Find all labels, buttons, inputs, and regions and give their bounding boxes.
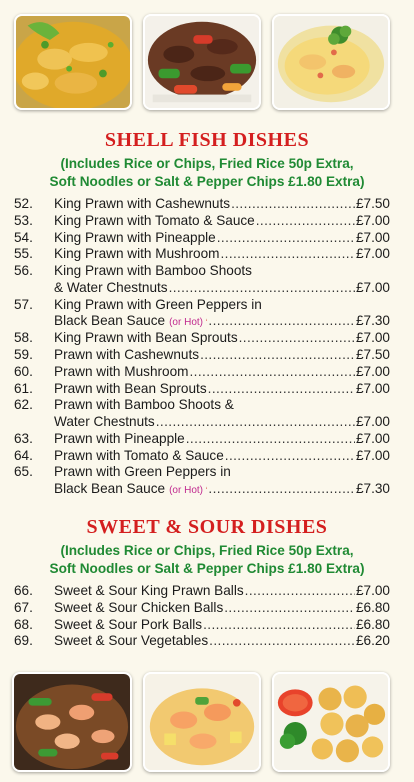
item-number: 59. (14, 346, 33, 362)
dot-leader (224, 600, 355, 617)
menu-item (14, 448, 390, 465)
dish-photo-sweet-sour-balls (272, 672, 390, 772)
item-name-line: King Prawn with Mushroom (54, 246, 220, 262)
item-price: £7.00 (355, 380, 390, 396)
item-price: £6.80 (355, 599, 390, 615)
menu-item (14, 600, 390, 617)
item-name-line: Sweet & Sour Pork Balls (54, 616, 203, 632)
dish-photo-prawn-stirfry (12, 672, 132, 772)
dot-leader (231, 196, 355, 213)
item-price: £7.00 (355, 447, 390, 463)
menu-item (14, 583, 390, 600)
bottom-photo-strip (0, 672, 414, 772)
item-price: £7.00 (355, 229, 390, 245)
item-name-line: King Prawn with Tomato & Sauce (54, 212, 255, 228)
dot-leader (186, 431, 355, 448)
item-number: 53. (14, 212, 33, 228)
item-name (54, 263, 390, 297)
item-name (54, 330, 390, 347)
menu-item (14, 196, 390, 213)
chili-icon (206, 483, 207, 493)
item-name-line: Black Bean Sauce (54, 313, 166, 329)
menu-item (14, 230, 390, 247)
item-price: £7.00 (355, 246, 390, 262)
item-price: £7.30 (355, 481, 390, 497)
dot-leader (169, 280, 355, 297)
item-price: £7.00 (355, 212, 390, 228)
item-name-line: King Prawn with Cashewnuts (54, 196, 231, 211)
item-price: £7.00 (355, 363, 390, 379)
item-name (54, 633, 390, 650)
menu-item (14, 364, 390, 381)
item-name (54, 583, 390, 600)
item-price: £6.80 (355, 616, 390, 632)
item-name (54, 230, 390, 247)
item-number: 57. (14, 296, 33, 312)
dot-leader (203, 617, 355, 634)
item-name (54, 381, 390, 398)
subtitle-line: Soft Noodles or Salt & Pepper Chips £1.80 Extra) (49, 561, 365, 576)
item-name-line: Sweet & Sour Vegetables (54, 633, 209, 649)
menu-item (14, 246, 390, 263)
item-number: 52. (14, 196, 33, 211)
item-name (54, 397, 390, 431)
item-name (54, 448, 390, 465)
item-number: 61. (14, 380, 33, 396)
item-name-line: Sweet & Sour King Prawn Balls (54, 583, 244, 598)
dot-leader (208, 313, 355, 330)
item-price: £7.00 (355, 279, 390, 295)
item-name (54, 213, 390, 230)
item-price: £7.00 (355, 330, 390, 346)
item-name (54, 246, 390, 263)
item-price: £6.20 (355, 633, 390, 649)
top-photo-strip (0, 14, 414, 110)
menu-item (14, 381, 390, 398)
item-number: 62. (14, 397, 33, 413)
item-name (54, 617, 390, 634)
dish-photo-sweet-sour-prawn (143, 672, 261, 772)
item-number: 64. (14, 447, 33, 463)
item-name-line: King Prawn with Bean Sprouts (54, 330, 238, 346)
chili-icon (206, 315, 207, 325)
menu-item (14, 617, 390, 634)
section-title-sweet-sour: SWEET & SOUR DISHES (86, 516, 328, 538)
item-name (54, 600, 390, 617)
item-name-line: Prawn with Pineapple (54, 430, 185, 446)
menu-item (14, 297, 390, 331)
item-name-line: Prawn with Green Peppers in (54, 464, 231, 480)
menu-list-sweet-sour (14, 583, 390, 650)
dot-leader (208, 481, 355, 498)
item-number: 65. (14, 464, 33, 480)
item-name-line: & Water Chestnuts (54, 279, 168, 295)
hot-note: (or Hot) (169, 317, 203, 329)
subtitle-line: (Includes Rice or Chips, Fried Rice 50p Extra, (60, 543, 354, 558)
item-price: £7.50 (355, 196, 390, 211)
dot-leader (208, 381, 355, 398)
item-name-line: Prawn with Bean Sprouts (54, 380, 207, 396)
hot-note: (or Hot) (169, 485, 203, 497)
dot-leader (200, 347, 355, 364)
menu-item (14, 397, 390, 431)
dot-leader (245, 583, 355, 600)
menu-item (14, 213, 390, 230)
item-name-line: King Prawn with Green Peppers in (54, 296, 262, 312)
item-price: £7.30 (355, 313, 390, 329)
item-name (54, 464, 390, 498)
item-name (54, 347, 390, 364)
item-name-line: Water Chestnuts (54, 414, 155, 430)
item-price: £7.50 (355, 346, 390, 362)
item-name-line: Black Bean Sauce (54, 481, 166, 497)
menu-item (14, 464, 390, 498)
section-subtitle-shell-fish (0, 155, 414, 191)
item-number: 58. (14, 330, 33, 346)
item-name-line: Prawn with Mushroom (54, 363, 189, 379)
item-name (54, 364, 390, 381)
section-subtitle-sweet-sour (0, 542, 414, 578)
dot-leader (256, 213, 355, 230)
item-price: £7.00 (355, 583, 390, 598)
item-number: 63. (14, 430, 33, 446)
item-price: £7.00 (355, 414, 390, 430)
subtitle-line: Soft Noodles or Salt & Pepper Chips £1.80 Extra) (49, 174, 365, 189)
menu-list-shell-fish (14, 196, 390, 498)
item-number: 68. (14, 616, 33, 632)
subtitle-line: (Includes Rice or Chips, Fried Rice 50p Extra, (60, 156, 354, 171)
item-name-line: Sweet & Sour Chicken Balls (54, 599, 224, 615)
item-number: 54. (14, 229, 33, 245)
dish-photo-beef-peppers (143, 14, 261, 110)
dot-leader (217, 230, 355, 247)
item-price: £7.00 (355, 430, 390, 446)
item-name (54, 196, 390, 213)
item-number: 56. (14, 263, 33, 279)
item-name-line: King Prawn with Pineapple (54, 229, 216, 245)
item-name-line: King Prawn with Bamboo Shoots (54, 263, 252, 279)
item-number: 67. (14, 599, 33, 615)
dot-leader (209, 633, 355, 650)
item-number: 69. (14, 633, 33, 649)
menu-item (14, 330, 390, 347)
dot-leader (220, 246, 355, 263)
item-name-line: Prawn with Tomato & Sauce (54, 447, 224, 463)
menu-item (14, 263, 390, 297)
menu-item (14, 431, 390, 448)
dot-leader (239, 330, 355, 347)
dot-leader (225, 448, 355, 465)
dot-leader (189, 364, 354, 381)
item-name (54, 431, 390, 448)
dot-leader (156, 414, 355, 431)
item-name (54, 297, 390, 331)
item-name-line: Prawn with Bamboo Shoots & (54, 397, 234, 413)
item-number: 66. (14, 583, 33, 598)
item-number: 55. (14, 246, 33, 262)
item-name-line: Prawn with Cashewnuts (54, 346, 200, 362)
section-title-shell-fish: SHELL FISH DISHES (104, 129, 310, 151)
menu-item (14, 633, 390, 650)
dish-photo-prawn-curry (14, 14, 132, 110)
item-number: 60. (14, 363, 33, 379)
dish-photo-omelette (272, 14, 390, 110)
menu-item (14, 347, 390, 364)
